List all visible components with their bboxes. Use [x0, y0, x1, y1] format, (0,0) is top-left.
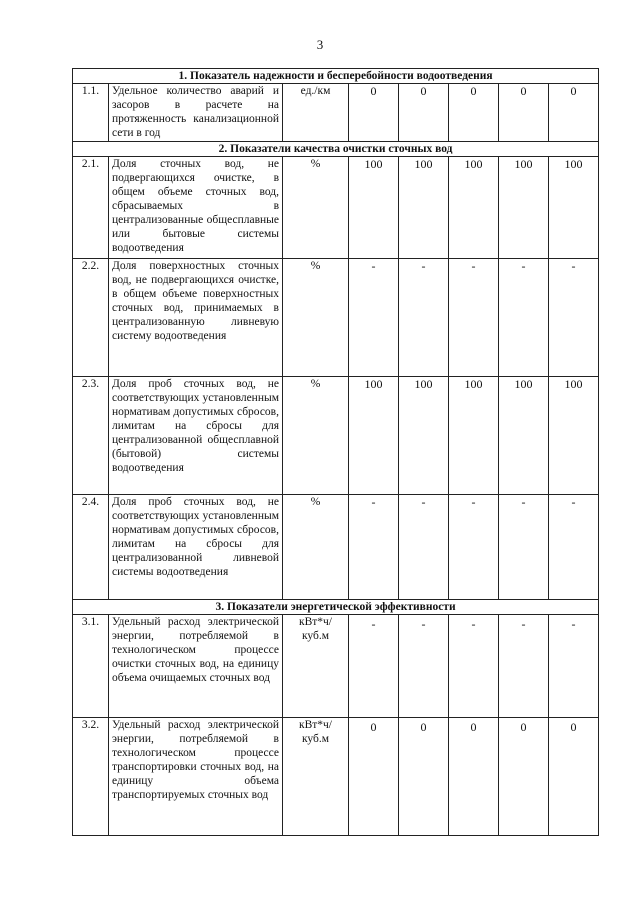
- indicator-value: 0: [499, 84, 549, 142]
- table-row: [73, 259, 599, 377]
- indicator-value: 100: [349, 377, 399, 495]
- indicator-value: 0: [349, 84, 399, 142]
- indicator-value: 0: [399, 84, 449, 142]
- indicator-name: Удельный расход электрической энергии, потребляемой в технологическом процессе очистки сточных вод, на единицу объема очищаемых сточных вод: [109, 615, 283, 718]
- indicator-value: -: [499, 495, 549, 600]
- indicator-value: 100: [349, 157, 399, 259]
- indicator-value: 100: [499, 157, 549, 259]
- indicator-name: Удельный расход электрической энергии, потребляемой в технологическом процессе транспортировки сточных вод, на единицу объема транспортируемых сточных вод: [109, 718, 283, 836]
- row-number: 2.2.: [73, 259, 109, 377]
- section-header-row: [73, 600, 599, 615]
- indicator-value: -: [449, 495, 499, 600]
- indicator-name: Доля поверхностных сточных вод, не подвергающихся очистке, в общем объеме поверхностных сточных вод, принимаемых в централизованную ливневую систему водоотведения: [109, 259, 283, 377]
- indicator-name: Удельное количество аварий и засоров в расчете на протяженность канализационной сети в год: [109, 84, 283, 142]
- indicator-value: -: [349, 259, 399, 377]
- unit-of-measure: %: [283, 495, 349, 600]
- indicator-value: 100: [549, 157, 599, 259]
- unit-of-measure: %: [283, 377, 349, 495]
- unit-of-measure: %: [283, 259, 349, 377]
- indicator-value: 0: [449, 84, 499, 142]
- indicator-value: 100: [499, 377, 549, 495]
- unit-of-measure: %: [283, 157, 349, 259]
- unit-of-measure: ед./км: [283, 84, 349, 142]
- page-number: 3: [316, 37, 324, 52]
- row-number: 1.1.: [73, 84, 109, 142]
- indicator-value: -: [549, 615, 599, 718]
- table-row: [73, 377, 599, 495]
- unit-of-measure: кВт*ч/ куб.м: [283, 615, 349, 718]
- row-number: 3.1.: [73, 615, 109, 718]
- section-title: 2. Показатели качества очистки сточных вод: [73, 142, 599, 157]
- indicator-value: -: [349, 495, 399, 600]
- section-header-row: [73, 69, 599, 84]
- indicator-value: -: [449, 615, 499, 718]
- indicator-name: Доля проб сточных вод, не соответствующих установленным нормативам допустимых сбросов, лимитам на сбросы для централизованной общесплавной (бытовой) системы водоотведения: [109, 377, 283, 495]
- table-row: [73, 615, 599, 718]
- row-number: 2.4.: [73, 495, 109, 600]
- section-title: 3. Показатели энергетической эффективности: [73, 600, 599, 615]
- indicator-value: 100: [399, 157, 449, 259]
- indicator-value: 0: [549, 718, 599, 836]
- indicator-name: Доля сточных вод, не подвергающихся очистке, в общем объеме сточных вод, сбрасываемых в централизованные общесплавные или бытовые системы водоотведения: [109, 157, 283, 259]
- indicator-name: Доля проб сточных вод, не соответствующих установленным нормативам допустимых сбросов, лимитам на сбросы для централизованной ливневой системы водоотведения: [109, 495, 283, 600]
- indicator-value: -: [449, 259, 499, 377]
- indicators-table: [72, 68, 599, 836]
- indicator-value: -: [549, 259, 599, 377]
- row-number: 3.2.: [73, 718, 109, 836]
- indicator-value: 100: [399, 377, 449, 495]
- indicator-value: 100: [549, 377, 599, 495]
- row-number: 2.3.: [73, 377, 109, 495]
- indicator-value: -: [349, 615, 399, 718]
- table-row: [73, 157, 599, 259]
- indicator-value: -: [499, 615, 549, 718]
- indicator-value: -: [549, 495, 599, 600]
- indicator-value: -: [399, 495, 449, 600]
- indicator-value: 100: [449, 157, 499, 259]
- indicator-value: -: [499, 259, 549, 377]
- unit-of-measure: кВт*ч/ куб.м: [283, 718, 349, 836]
- indicator-value: 0: [349, 718, 399, 836]
- indicator-value: 0: [549, 84, 599, 142]
- indicator-value: 0: [449, 718, 499, 836]
- indicator-value: 0: [399, 718, 449, 836]
- table-row: [73, 495, 599, 600]
- row-number: 2.1.: [73, 157, 109, 259]
- table-body: [73, 69, 599, 836]
- indicator-value: 0: [499, 718, 549, 836]
- indicator-value: -: [399, 615, 449, 718]
- table-row: [73, 718, 599, 836]
- section-header-row: [73, 142, 599, 157]
- section-title: 1. Показатель надежности и бесперебойности водоотведения: [73, 69, 599, 84]
- table-row: [73, 84, 599, 142]
- indicator-value: 100: [449, 377, 499, 495]
- indicator-value: -: [399, 259, 449, 377]
